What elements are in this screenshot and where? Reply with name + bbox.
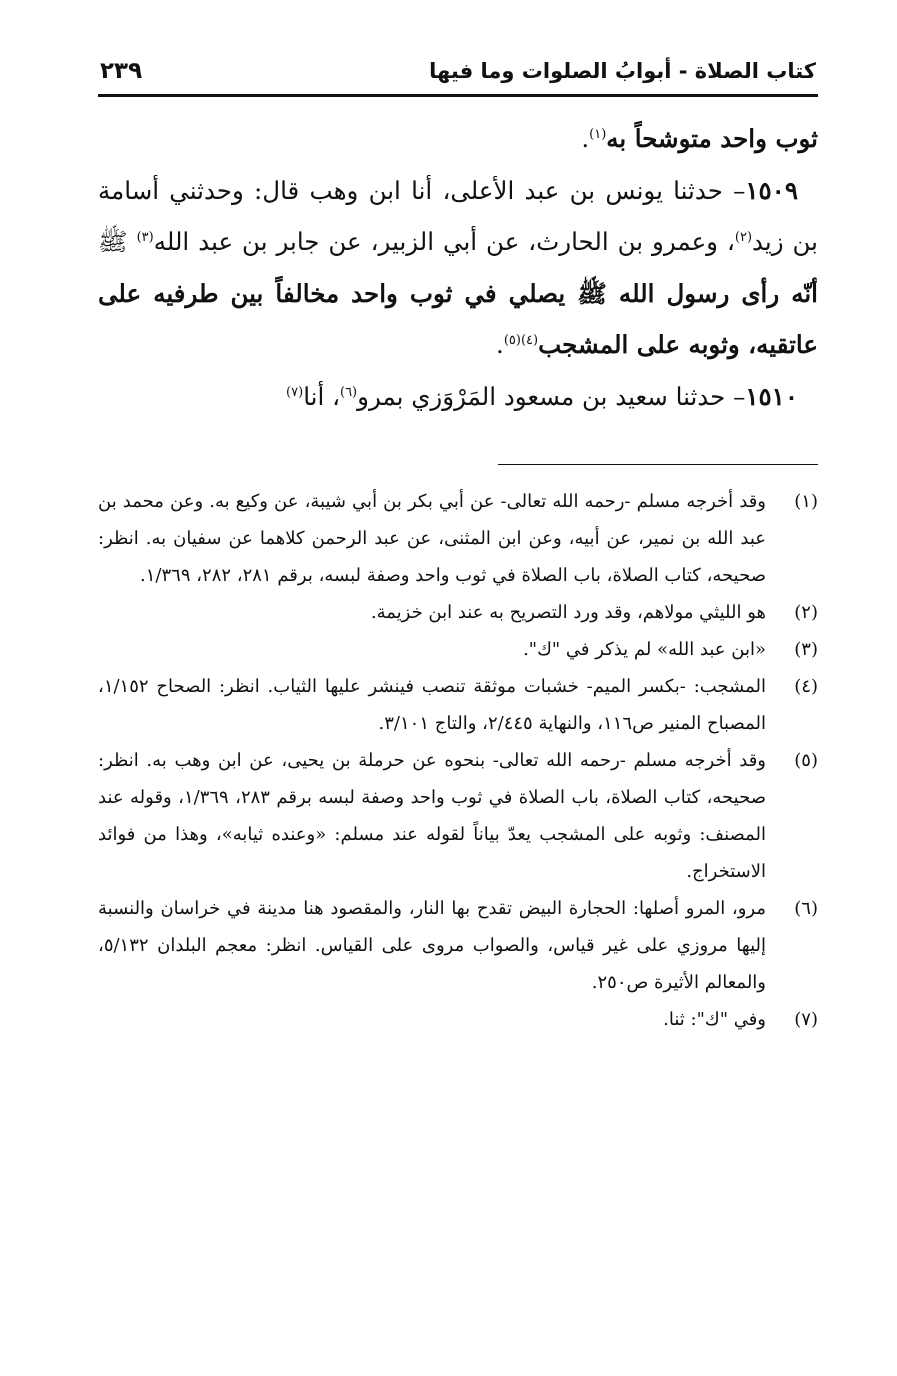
footnote-number: (٥) bbox=[794, 750, 818, 771]
hadith-1509-chain-b: ، وعمرو بن الحارث، عن أبي الزبير، عن جابر بن عبد الله bbox=[153, 227, 735, 256]
hadith-1509-end: . bbox=[496, 330, 504, 359]
footnote-text: وقد أخرجه مسلم -رحمه الله تعالى- بنحوه عن حرملة بن يحيى، عن ابن وهب به. انظر: صحيحه، كتاب الصلاة، باب الصلاة في ثوب واحد وصفة لبسه برقم ٢٨٣، ١/٣٦٩، وقوله عند المصنف: وثوبه على المشجب يعدّ بياناً لقوله عند مسلم: «وعنده ثيابه»، وهذا من فوائد الاستخراج. bbox=[98, 750, 767, 882]
hadith-1509-chain-a: – حدثنا يونس بن عبد الأعلى، أنا ابن وهب قال: وحدثني أسامة بن زيد bbox=[98, 175, 818, 256]
footnote-text: «ابن عبد الله» لم يذكر في "ك". bbox=[523, 639, 766, 660]
footnote-2 bbox=[98, 594, 818, 631]
footnote-6 bbox=[98, 890, 818, 1001]
footnote-number: (٢) bbox=[794, 602, 818, 623]
footnote-7 bbox=[98, 1001, 818, 1038]
footnote-1 bbox=[98, 483, 818, 594]
footnote-ref-7[interactable]: (٧) bbox=[286, 384, 304, 400]
document-page bbox=[98, 58, 818, 1038]
footnote-text: وقد أخرجه مسلم -رحمه الله تعالى- عن أبي بكر بن أبي شيبة، عن وكيع به. وعن محمد بن عبد الله بن نمير، عن أبيه، وعن ابن المثنى، عن عبد الرحمن كلاهما عن سفيان به. انظر: صحيحه، كتاب الصلاة، باب الصلاة في ثوب واحد وصفة لبسه، برقم ٢٨١، ٢٨٢، ١/٣٦٩. bbox=[98, 491, 766, 586]
header-title: كتاب الصلاة - أبوابُ الصلوات وما فيها bbox=[429, 59, 816, 83]
footnote-ref-4-5[interactable]: (٤)(٥) bbox=[503, 332, 539, 348]
footnote-3 bbox=[98, 631, 818, 668]
paragraph-continuation bbox=[98, 113, 818, 165]
footnote-text: وفي "ك": ثنا. bbox=[663, 1009, 766, 1030]
running-header bbox=[98, 58, 818, 92]
hadith-1510 bbox=[98, 371, 818, 423]
footnote-ref-2[interactable]: (٢) bbox=[734, 229, 753, 245]
header-rule bbox=[98, 94, 818, 97]
footnote-number: (٦) bbox=[794, 898, 818, 919]
hadith-1510-chain-b: ، أنا bbox=[303, 381, 340, 411]
footnote-ref-1[interactable]: (١) bbox=[589, 126, 607, 142]
hadith-1509-matn: أنّه رأى رسول الله ﷺ يصلي في ثوب واحد مخالفاً بين طرفيه على عاتقيه، وثوبه على المشجب bbox=[98, 278, 818, 359]
hadith-1510-chain-a: – حدثنا سعيد بن مسعود المَرْوَزي بمرو bbox=[357, 381, 746, 411]
footnote-text: المشجب: -بكسر الميم- خشبات موثقة تنصب فينشر عليها الثياب. انظر: الصحاح ١/١٥٢، المصباح المنير ص١١٦، والنهاية ٢/٤٤٥، والتاج ٣/١٠١. bbox=[98, 676, 766, 734]
footnote-4 bbox=[98, 668, 818, 742]
footnote-text: مرو، المرو أصلها: الحجارة البيض تقدح بها النار، والمقصود هنا مدينة في خراسان والنسبة إليها مروزي على غير قياس، والصواب مروى على القياس. انظر: معجم البلدان ٥/١٣٢، والمعالم الأثيرة ص٢٥٠. bbox=[98, 898, 766, 993]
footnote-text: هو الليثي مولاهم، وقد ورد التصريح به عند ابن خزيمة. bbox=[370, 602, 766, 623]
footnote-number: (٧) bbox=[794, 1009, 818, 1030]
footnote-ref-3[interactable]: (٣) bbox=[136, 229, 154, 245]
hadith-number-1509: ١٥٠٩ bbox=[745, 175, 798, 205]
honorific: ﷺ bbox=[98, 227, 137, 256]
footnote-number: (٣) bbox=[794, 639, 818, 660]
continuation-end: . bbox=[581, 124, 590, 153]
hadith-number-1510: ١٥١٠ bbox=[745, 381, 798, 411]
footnote-separator bbox=[498, 464, 818, 465]
footnote-number: (٤) bbox=[794, 676, 818, 697]
footnote-number: (١) bbox=[794, 491, 818, 512]
hadith-1509 bbox=[98, 165, 818, 371]
main-text bbox=[98, 113, 818, 422]
footnotes bbox=[98, 483, 818, 1038]
footnote-ref-6[interactable]: (٦) bbox=[339, 384, 358, 400]
page-number: ٢٣٩ bbox=[100, 58, 143, 84]
continuation-text: ثوب واحد متوشحاً به bbox=[606, 124, 818, 153]
footnote-5 bbox=[98, 742, 818, 890]
